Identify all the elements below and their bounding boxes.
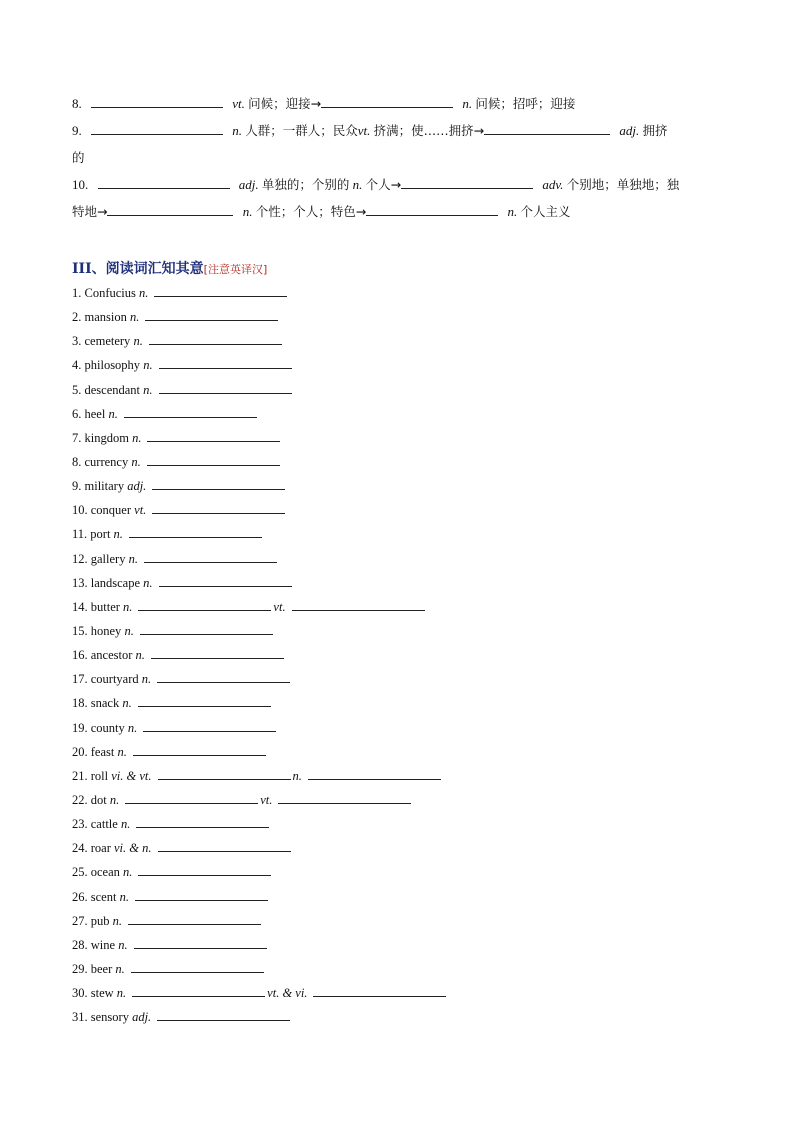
vocab-item (72, 402, 722, 426)
part-of-speech: n. (141, 672, 152, 687)
vocab-word: 5. descendant (72, 382, 141, 397)
part-of-speech: adj. (238, 177, 259, 192)
answer-blank[interactable] (147, 453, 280, 466)
part-of-speech: adv. (542, 177, 564, 192)
part-of-speech: adj. (132, 1010, 152, 1025)
vocab-word: 14. butter (72, 599, 120, 614)
meaning-text: 拥挤 (642, 123, 668, 138)
answer-blank[interactable] (366, 203, 498, 216)
part-of-speech: n. (232, 123, 242, 138)
vocab-item (72, 281, 722, 305)
vocab-item (72, 522, 722, 546)
vocab-word: 8. currency (72, 454, 129, 469)
vocab-item (72, 353, 722, 377)
section-title: III、阅读词汇知其意 (72, 261, 204, 277)
answer-blank[interactable] (129, 525, 262, 538)
part-of-speech: adj. (127, 479, 147, 494)
answer-blank[interactable] (135, 888, 268, 901)
vocab-word: 21. roll (72, 768, 109, 783)
part-of-speech: n. (507, 204, 518, 219)
answer-blank[interactable] (158, 839, 291, 852)
vocab-word: 24. roar (72, 841, 111, 856)
part-of-speech: n. (292, 768, 302, 783)
vocab-item (72, 764, 722, 788)
vocab-item (72, 305, 722, 329)
part-of-speech: n. (143, 575, 153, 590)
vocab-item (72, 450, 722, 474)
answer-blank[interactable] (98, 176, 230, 189)
vocab-word: 29. beer (72, 961, 113, 976)
part-of-speech: n. (139, 286, 149, 300)
item-number: 9. (72, 123, 82, 138)
answer-blank[interactable] (159, 356, 292, 369)
part-of-speech: vt. (134, 503, 147, 518)
answer-blank[interactable] (125, 791, 258, 804)
part-of-speech: n. (128, 551, 138, 566)
vocab-item (72, 643, 722, 667)
vocab-word: 11. port (72, 527, 111, 542)
vocab-item (72, 1005, 722, 1029)
vocab-item (72, 619, 722, 643)
answer-blank[interactable] (91, 95, 223, 108)
part-of-speech: n. (123, 865, 133, 880)
vocab-word: 4. philosophy (72, 358, 141, 373)
answer-blank[interactable] (159, 574, 292, 587)
answer-blank[interactable] (149, 332, 282, 345)
vocab-item (72, 981, 722, 1005)
vocab-list (72, 281, 722, 1029)
item-number: 10. (72, 177, 89, 192)
answer-blank[interactable] (158, 767, 291, 780)
answer-blank[interactable] (145, 308, 278, 321)
answer-blank[interactable] (140, 622, 273, 635)
answer-blank[interactable] (91, 122, 223, 135)
part-of-speech: n. (108, 406, 118, 421)
meaning-text: 问候；招呼；迎接 (475, 96, 576, 111)
part-of-speech: n. (133, 334, 143, 349)
answer-blank[interactable] (133, 743, 266, 756)
vocab-item (72, 933, 722, 957)
meaning-text: 单独的；个别的 (261, 177, 350, 192)
vocab-word: 10. conquer (72, 503, 132, 518)
vocab-word: 6. heel (72, 406, 106, 421)
part-of-speech: n. (113, 527, 123, 542)
item-9 (72, 117, 722, 171)
vocab-item (72, 860, 722, 884)
answer-blank[interactable] (308, 767, 441, 780)
part-of-speech: n. (118, 937, 128, 952)
meaning-text: 个性；个人；特色→ (255, 204, 367, 219)
part-of-speech: n. (242, 204, 253, 219)
answer-blank[interactable] (143, 719, 276, 732)
meaning-text: 人群；一群人；民众 (245, 123, 358, 138)
vocab-word: 16. ancestor (72, 648, 133, 663)
vocab-word: 22. dot (72, 792, 107, 807)
vocab-word: 9. military (72, 479, 125, 494)
item-10 (72, 171, 722, 225)
vocab-word: 13. landscape (72, 575, 141, 590)
answer-blank[interactable] (313, 984, 446, 997)
vocab-item (72, 498, 722, 522)
part-of-speech: n. (124, 623, 134, 638)
part-of-speech: n. (115, 961, 125, 976)
vocab-word: 18. snack (72, 696, 120, 711)
vocab-item (72, 571, 722, 595)
answer-blank[interactable] (131, 960, 264, 973)
part-of-speech: n. (129, 310, 140, 325)
vocab-word: 26. scent (72, 889, 117, 904)
part-of-speech: adj. (619, 123, 640, 138)
part-of-speech: n. (119, 889, 129, 904)
item-8 (72, 90, 722, 117)
part-of-speech: n. (143, 382, 153, 397)
part-of-speech: n. (117, 744, 127, 759)
part-of-speech: n. (127, 720, 138, 735)
meaning-text: 问候；迎接→ (248, 96, 322, 111)
vocab-word: 31. sensory (72, 1010, 129, 1025)
answer-blank[interactable] (152, 501, 285, 514)
section-note: [注意英译汉] (203, 263, 268, 276)
part-of-speech: n. (135, 648, 145, 663)
meaning-text: 的 (72, 150, 85, 165)
vocab-word: 12. gallery (72, 551, 126, 566)
vocab-item (72, 474, 722, 498)
answer-blank[interactable] (484, 122, 610, 135)
vocab-word: 23. cattle (72, 817, 118, 832)
part-of-speech: vt. (260, 792, 273, 807)
part-of-speech: n. (112, 913, 122, 928)
part-of-speech: n. (120, 817, 131, 832)
vocab-item (72, 378, 722, 402)
vocab-item (72, 329, 722, 353)
answer-blank[interactable] (138, 863, 271, 876)
vocab-word: 27. pub (72, 913, 110, 928)
vocab-item (72, 788, 722, 812)
answer-blank[interactable] (152, 477, 285, 490)
answer-blank[interactable] (157, 670, 290, 683)
answer-blank[interactable] (128, 912, 261, 925)
part-of-speech: vt. (273, 599, 286, 614)
part-of-speech: n. (116, 986, 127, 1001)
answer-blank[interactable] (138, 694, 271, 707)
answer-blank[interactable] (138, 598, 271, 611)
answer-blank[interactable] (144, 550, 277, 563)
part-of-speech: n. (132, 430, 142, 445)
part-of-speech: vi. & n. (114, 841, 152, 856)
vocab-word: 3. cemetery (72, 334, 131, 349)
answer-blank[interactable] (134, 936, 267, 949)
answer-blank[interactable] (292, 598, 425, 611)
vocab-item (72, 691, 722, 715)
part-of-speech: n. (109, 792, 120, 807)
answer-blank[interactable] (147, 429, 280, 442)
part-of-speech: vi. & vt. (111, 768, 152, 783)
answer-blank[interactable] (124, 405, 257, 418)
vocab-word: 7. kingdom (72, 430, 129, 445)
vocab-item (72, 426, 722, 450)
part-of-speech: vt. (232, 96, 245, 111)
vocab-item (72, 836, 722, 860)
vocab-word: 2. mansion (72, 310, 127, 325)
vocab-item (72, 957, 722, 981)
vocab-word: 30. stew (72, 986, 114, 1001)
meaning-text: 特地→ (72, 204, 108, 219)
part-of-speech: vt. & vi. (267, 986, 308, 1001)
vocab-word: 15. honey (72, 623, 122, 638)
meaning-text: 挤满；使……拥挤→ (373, 123, 485, 138)
part-of-speech: n. (122, 696, 132, 711)
vocab-word: 1. Confucius (72, 286, 136, 300)
answer-blank[interactable] (159, 381, 292, 394)
answer-blank[interactable] (401, 176, 533, 189)
answer-blank[interactable] (154, 284, 287, 297)
vocab-word: 25. ocean (72, 865, 120, 880)
vocab-item (72, 547, 722, 571)
vocab-item (72, 812, 722, 836)
part-of-speech: n. (123, 599, 133, 614)
vocab-word: 20. feast (72, 744, 115, 759)
part-of-speech: n. (352, 177, 363, 192)
vocab-word: 17. courtyard (72, 672, 139, 687)
meaning-text: 个人主义 (520, 204, 571, 219)
part-of-speech: n. (462, 96, 473, 111)
vocab-item (72, 716, 722, 740)
vocab-word: 28. wine (72, 937, 116, 952)
part-of-speech: n. (131, 454, 141, 469)
answer-blank[interactable] (107, 203, 233, 216)
answer-blank[interactable] (132, 984, 265, 997)
answer-blank[interactable] (136, 815, 269, 828)
vocab-item (72, 885, 722, 909)
answer-blank[interactable] (157, 1008, 290, 1021)
part-of-speech: n. (143, 358, 153, 373)
vocab-item (72, 740, 722, 764)
meaning-text: 个人→ (365, 177, 402, 192)
answer-blank[interactable] (151, 646, 284, 659)
vocab-item (72, 667, 722, 691)
answer-blank[interactable] (321, 95, 453, 108)
part-of-speech: vt. (357, 123, 371, 138)
answer-blank[interactable] (278, 791, 411, 804)
vocab-item (72, 595, 722, 619)
section-heading (72, 258, 267, 278)
vocab-word: 19. county (72, 720, 125, 735)
meaning-text: 个别地；单独地；独 (566, 177, 680, 192)
vocab-item (72, 909, 722, 933)
item-number: 8. (72, 96, 82, 111)
